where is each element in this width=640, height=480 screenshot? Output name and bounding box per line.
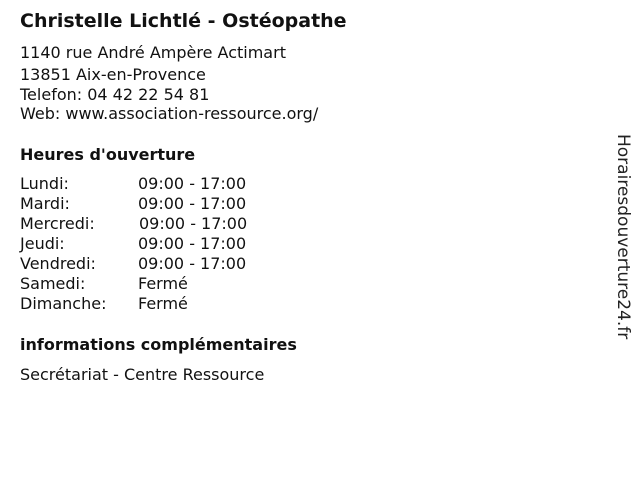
hours-time-value: 09:00 - 17:00 <box>138 254 247 273</box>
web-line: Web: www.association-ressource.org/ <box>20 104 319 123</box>
hours-day-label: Mercredi: <box>20 214 95 233</box>
hours-time-value: 09:00 - 17:00 <box>138 234 247 253</box>
hours-day-label: Samedi: <box>20 274 86 293</box>
hours-time-value: 09:00 - 17:00 <box>138 194 247 213</box>
address-line-1: 1140 rue André Ampère Actimart <box>20 43 286 62</box>
page-title: Christelle Lichtlé - Ostéopathe <box>20 10 347 32</box>
address-line-2: 13851 Aix-en-Provence <box>20 65 206 84</box>
additional-info-heading: informations complémentaires <box>20 335 297 354</box>
hours-time-value: Fermé <box>138 274 188 293</box>
hours-day-label: Mardi: <box>20 194 70 213</box>
hours-time-value: 09:00 - 17:00 <box>139 214 248 233</box>
hours-day-label: Jeudi: <box>20 234 65 253</box>
hours-day-label: Dimanche: <box>20 294 107 313</box>
hours-time-value: Fermé <box>138 294 188 313</box>
hours-day-label: Vendredi: <box>20 254 96 273</box>
opening-hours-heading: Heures d'ouverture <box>20 145 196 164</box>
phone-line: Telefon: 04 42 22 54 81 <box>20 85 210 104</box>
site-watermark: Horairesdouverture24.fr <box>613 134 633 340</box>
hours-time-value: 09:00 - 17:00 <box>138 174 247 193</box>
additional-info-text: Secrétariat - Centre Ressource <box>20 365 265 384</box>
hours-day-label: Lundi: <box>20 174 69 193</box>
